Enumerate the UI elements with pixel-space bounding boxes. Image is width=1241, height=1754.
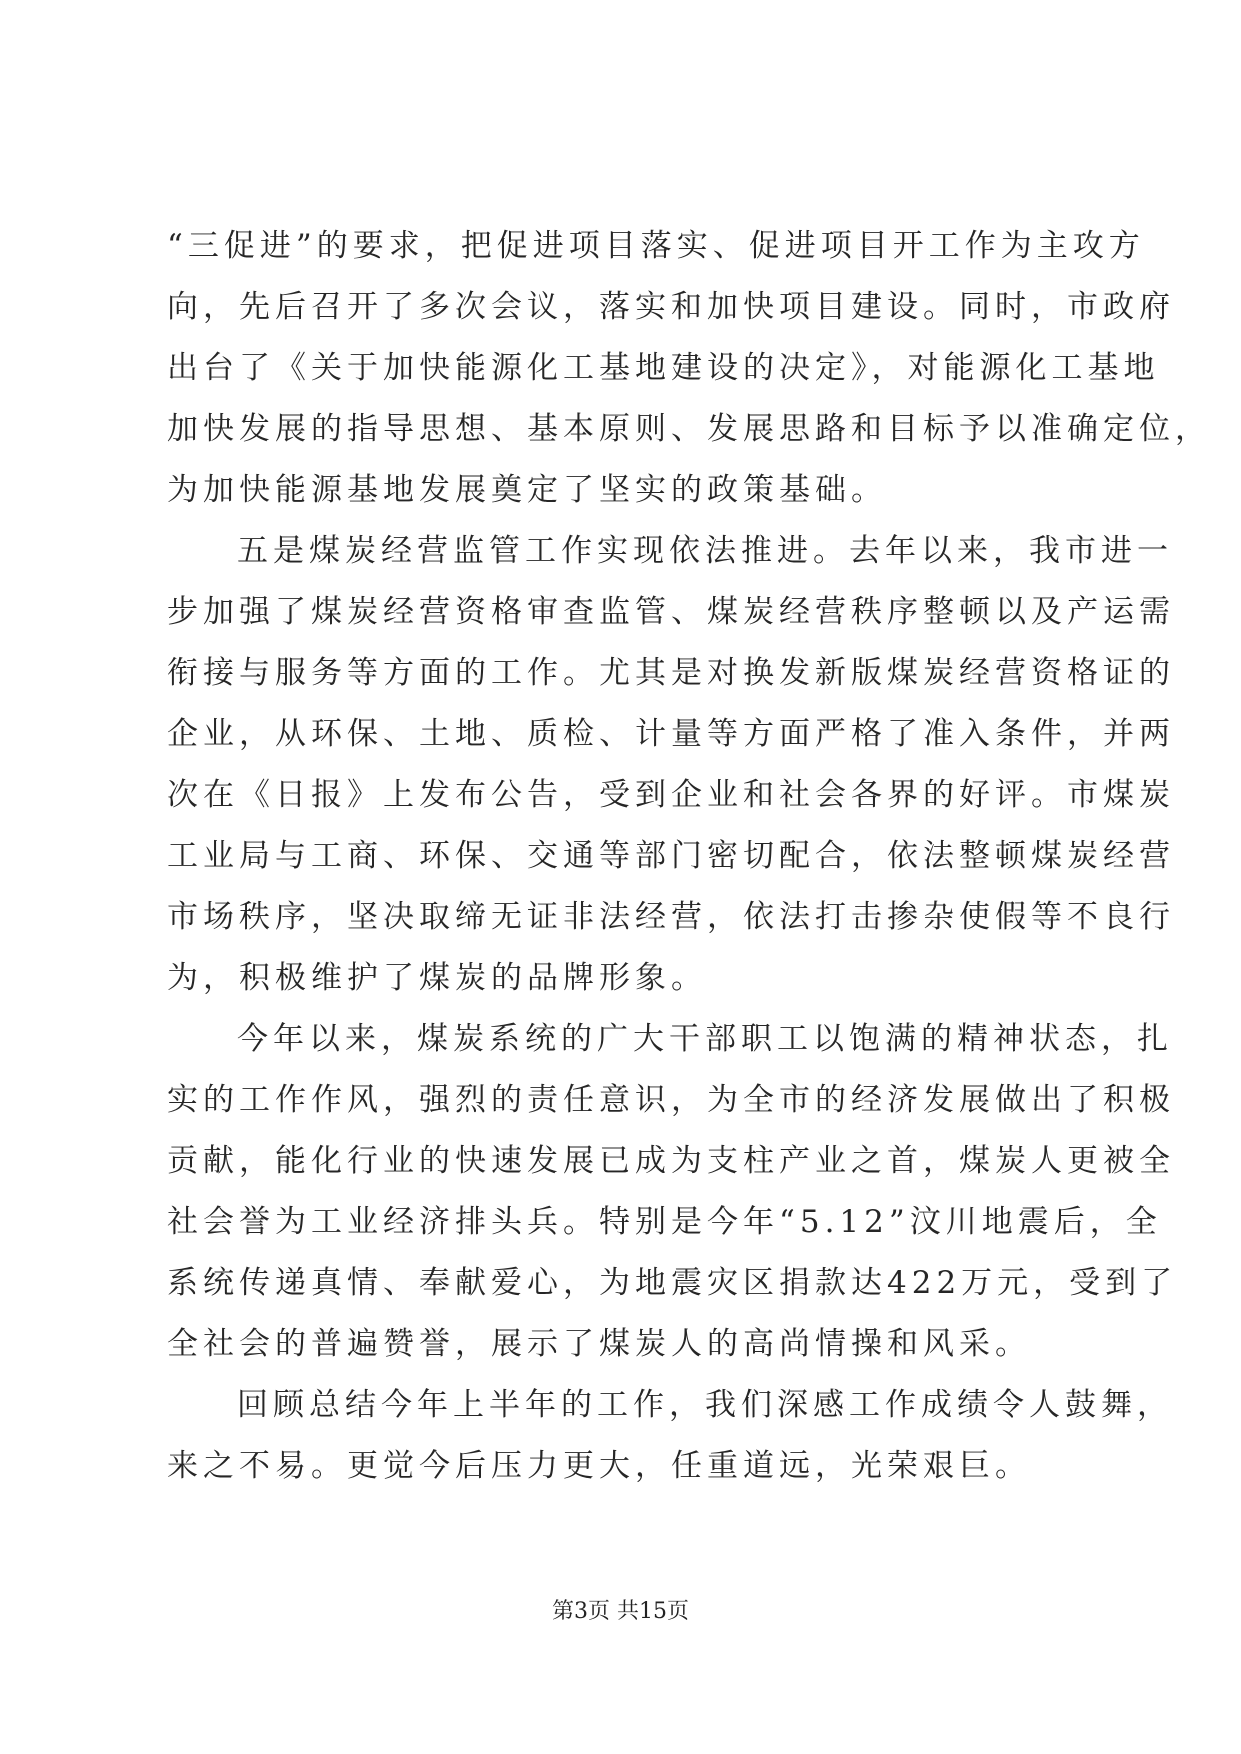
- text-line: 衔接与服务等方面的工作。尤其是对换发新版煤炭经营资格证的: [167, 655, 1175, 691]
- text-line: 实的工作作风，强烈的责任意识，为全市的经济发展做出了积极: [167, 1082, 1175, 1118]
- text-line: 全社会的普遍赞誉，展示了煤炭人的高尚情操和风采。: [167, 1326, 1031, 1362]
- text-line: 企业，从环保、土地、质检、计量等方面严格了准入条件，并两: [167, 716, 1175, 752]
- paragraph-first-line: 回顾总结今年上半年的工作，我们深感工作成绩令人鼓舞，: [237, 1387, 1173, 1423]
- text-line: 向，先后召开了多次会议，落实和加快项目建设。同时，市政府: [167, 289, 1175, 325]
- text-line: 市场秩序，坚决取缔无证非法经营，依法打击掺杂使假等不良行: [167, 899, 1175, 935]
- text-line: 贡献，能化行业的快速发展已成为支柱产业之首，煤炭人更被全: [167, 1143, 1175, 1179]
- text-line: 出台了《关于加快能源化工基地建设的决定》，对能源化工基地: [167, 350, 1160, 386]
- text-line: 系统传递真情、奉献爱心，为地震灾区捐款达422万元，受到了: [167, 1265, 1178, 1301]
- page-footer: 第3页 共15页: [552, 1599, 689, 1624]
- text-line: 加快发展的指导思想、基本原则、发展思路和目标予以准确定位，: [167, 411, 1211, 447]
- text-line: 为，积极维护了煤炭的品牌形象。: [167, 960, 707, 996]
- text-line: 为加快能源基地发展奠定了坚实的政策基础。: [167, 472, 887, 508]
- text-line: “三促进”的要求，把促进项目落实、促进项目开工作为主攻方: [167, 228, 1145, 264]
- text-line: 步加强了煤炭经营资格审查监管、煤炭经营秩序整顿以及产运需: [167, 594, 1175, 630]
- text-line: 工业局与工商、环保、交通等部门密切配合，依法整顿煤炭经营: [167, 838, 1175, 874]
- paragraph-first-line: 今年以来，煤炭系统的广大干部职工以饱满的精神状态，扎: [237, 1021, 1173, 1057]
- text-line: 来之不易。更觉今后压力更大，任重道远，光荣艰巨。: [167, 1448, 1031, 1484]
- text-line: 次在《日报》上发布公告，受到企业和社会各界的好评。市煤炭: [167, 777, 1175, 813]
- paragraph-first-line: 五是煤炭经营监管工作实现依法推进。去年以来，我市进一: [237, 533, 1173, 569]
- text-line: 社会誉为工业经济排头兵。特别是今年“5.12”汶川地震后，全: [167, 1204, 1162, 1240]
